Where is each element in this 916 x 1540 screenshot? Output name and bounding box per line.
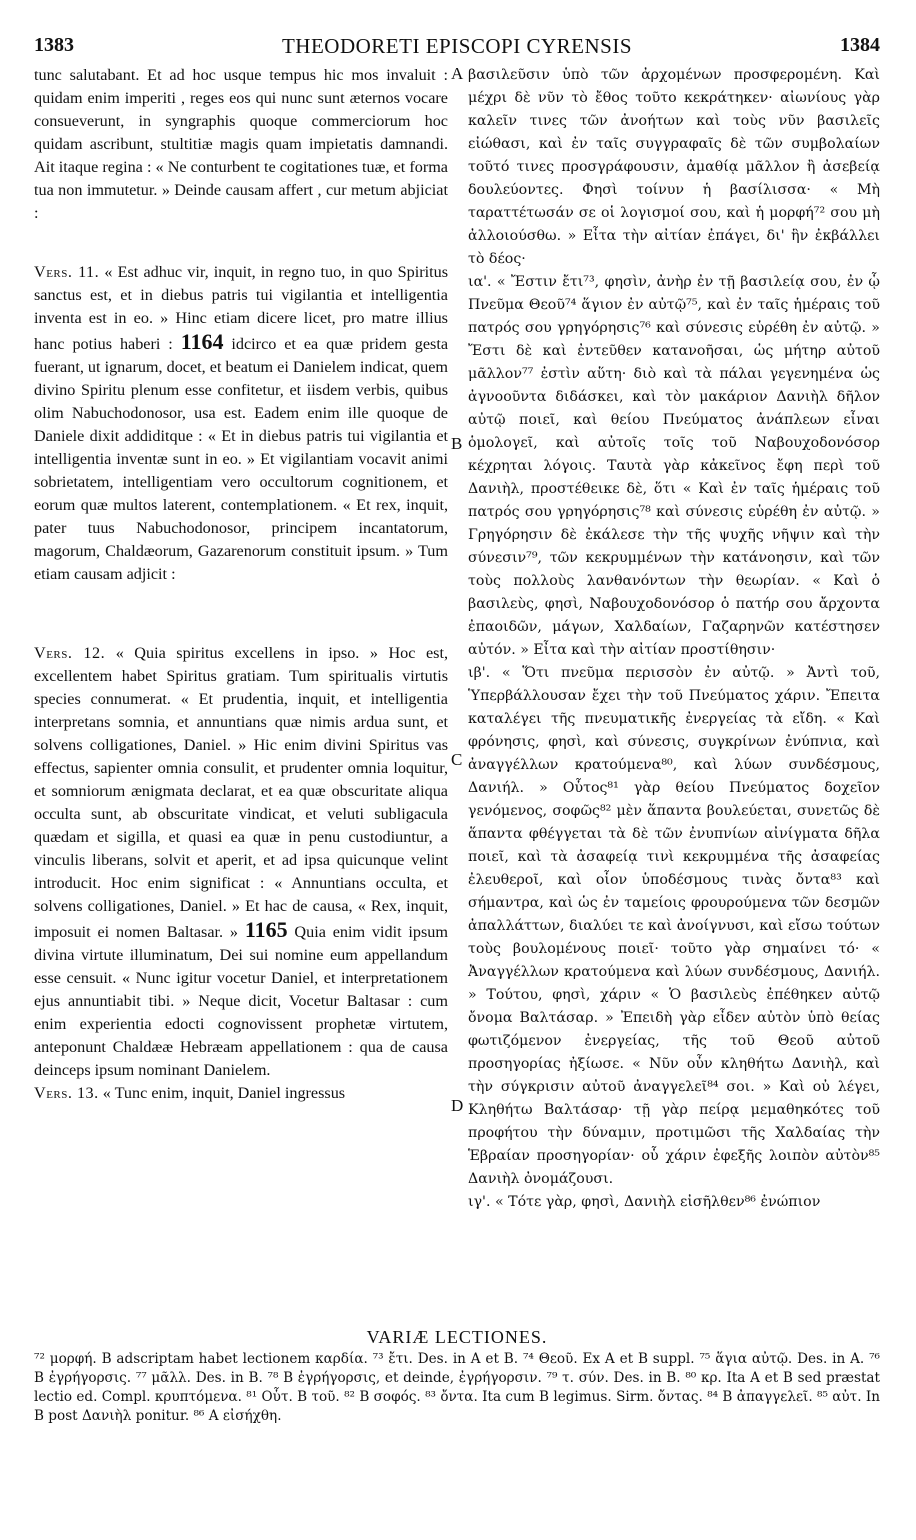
column-number: 1164 [180,329,224,354]
latin-text: « Tunc enim, inquit, Daniel ingressus [98,1084,346,1102]
latin-paragraph: tunc salutabant. Et ad hoc usque tempus hic mos invaluit : quidam enim imperiti , reges eos qui nunc sunt æternos vocare consueverunt, in syngraphis quoque commerciorum hoc quidam ascribunt, stultitiæ magis quam impietatis damnandi. Ait itaque regina : « Ne conturbent te cogitationes tuæ, et forma tua non immutetur. » Deinde causam affert , cur metum abjiciat : [34,66,448,222]
verse-label: Vers. 12. [34,644,106,662]
verse-label: Vers. 11. [34,263,100,281]
column-number: 1165 [244,917,288,942]
greek-paragraph-vers-11: ια'. « Ἔστιν ἔτι⁷³, φησὶν, ἀνὴρ ἐν τῇ βασιλείᾳ σου, ἐν ᾧ Πνεῦμα Θεοῦ⁷⁴ ἅγιον ἐν αὐτῷ⁷⁵, καὶ ἐν ταῖς ἡμέραις τοῦ πατρός σου γρηγόρησις⁷⁶ καὶ σύνεσις εὑρέθη ἐν αὐτῷ. » Ἔστι δὲ καὶ ἐντεῦθεν κατανοῆσαι, ὡς μήτηρ αὐτοῦ μᾶλλον⁷⁷ ἐστὶν αὕτη· διὸ καὶ τὰ πάλαι γεγενημένα ὡς ἀγνοοῦντα διδάσκει, καὶ τὸν μακάριον Δανιὴλ δῆλον αὐτῷ ποιεῖ, καὶ θείου Πνεύματος ἀνάπλεων εἶναι ὁμολογεῖ, καὶ αὐτοῖς τοῖς τοῦ Ναβουχοδονόσορ κέχρηται λόγοις. Ταυτὰ γὰρ κἀκεῖνος ἔφη περὶ τοῦ Δανιὴλ, προστέθεικε δὲ, ὅτι « Καὶ ἐν ταῖς ἡμέραις τοῦ πατρός σου γρηγόρησις⁷⁸ καὶ σύνεσις εὑρέθη ἐν αὐτῷ. » Γρηγόρησιν δὲ ἐκάλεσε τὴν τῆς ψυχῆς νῆψιν καὶ τὴν σύνεσιν⁷⁹, τῶν κεκρυμμένων τὴν κατάνοησιν, καὶ τῶν τοὺς πολλοὺς λανθανόντων τὴν θεωρίαν. « Καὶ ὁ βασιλεὺς, φησὶ, Ναβουχοδονόσορ ὁ πατήρ σου ἄρχοντα ἐπαοιδῶν, μάγων, Χαλδαίων, Γαζαρηνῶν κατέστησεν αὐτόν. » Εἶτα καὶ τὴν αἰτίαν προστίθησιν· [468,274,880,658]
greek-paragraph-vers-13: ιγ'. « Τότε γὰρ, φησὶ, Δανιὴλ εἰσῆλθεν⁸⁶ ἐνώπιον [468,1194,821,1210]
latin-text: idcirco et ea quæ pridem gesta fuerant, ut ignarum, docet, et beatum ei Danielem indicat, quem divino Spiritu plenum esse confitetur, et iisdem verbis, quibus olim Nabuchodonosor, usa est. Eadem enim ille quoque de Daniele dixit addiditque : « Et in diebus patris tui vigilantia et intelligentia inventæ sunt in eo. » Et vigilantiam vocavit animi sobrietatem, intelligentiam vero occultorum cognitionem, et eorum quæ multos laterent, contemplationem. « Et rex, inquit, pater tuus Nabuchodonosor, principem incantatorum, magorum, Chaldæorum, Gazarenorum constituit ipsum. » Tum etiam causam adjicit : [34,335,449,583]
latin-text: « Quia spiritus excellens in ipso. » Hoc est, excellentem habet Spiritus gratiam. Tum spiritualis virtutis species connumerat. « Et prudentia, inquit, et intelligentia interpretans somnia, et annuntians quæ nimis ardua sunt, et solvens colligationes, Daniel. » Hic enim divini Spiritus vas effectus, sapienter omnia consulit, et prudenter omnia loquitur, et somniorum ænigmata declarat, et ea quæ obscuritate aliqua occulta sunt, ab obscuritate vindicat, et veluti subligacula quædam et sigilla, et quasi ea quæ in penu custodiuntur, a vinculis liberans, solvit et aperit, et ad ipsa quicunque velint introducit. Hoc enim significat : « Annuntians occulta, et solvens colligationes, Daniel. » Et hac de causa, « Rex, inquit, imposuit ei nomen Baltasar. » [34,644,448,941]
page-number-right: 1384 [840,34,880,56]
section-marker-d: D [451,1096,464,1115]
latin-column [34,64,448,1105]
variae-lectiones [34,1327,880,1426]
section-marker-c: C [451,750,463,769]
latin-paragraph-vers-11 [34,261,448,586]
running-title: THEODORETI EPISCOPI CYRENSIS [281,34,633,58]
page-number-left: 1383 [34,34,74,56]
greek-column [468,64,880,1214]
latin-paragraph-vers-12 [34,642,448,1082]
greek-paragraph-vers-12: ιβ'. « Ὅτι πνεῦμα περισσὸν ἐν αὐτῷ. » Ἀντὶ τοῦ, Ὑπερβάλλουσαν ἔχει τὴν τοῦ Πνεύματος χάριν. Ἔπειτα καταλέγει τῆς πνευματικῆς ἐνεργείας τὰ εἴδη. « Καὶ φρόνησις, φησὶ, καὶ σύνεσις, συγκρίνων ἐνύπνια, καὶ ἀναγγέλλων κρατούμενα⁸⁰, καὶ λύων συνδέσμους, Δανιήλ. » Οὗτος⁸¹ γὰρ θείου Πνεύματος δοχεῖον γενόμενος, σοφῶς⁸² μὲν ἅπαντα βουλεύεται, συνετῶς δὲ ἅπαντα φθέγγεται τὰ δὲ τῶν ἐνυπνίων αἰνίγματα δῆλα ποιεῖ, καὶ τὰ ἀσαφείᾳ τινὶ κεκρυμμένα τῆς ἀσαφείας ἐλευθεροῖ, καὶ οἷον ὑποδέσμους τινὰς ὄντα⁸³ καὶ σήμαντρα, καὶ ὡς ἐν ταμείοις φρουρούμενα τῶν δεσμῶν ἀπαλλάττων, διαλύει τε καὶ ἀνοίγνυσι, καὶ εἴσω τούτων τοὺς βουλομένους ποιεῖ· τοῦτο γὰρ σημαίνει τό· « Ἀναγγέλλων κρατούμενα καὶ λύων συνδέσμους, Δανιήλ. » Τούτου, φησὶ, χάριν « Ὁ βασιλεὺς ἐπέθηκεν αὐτῷ ὄνομα Βαλτάσαρ. » Ἐπειδὴ γὰρ εἶδεν αὐτὸν ὑπὸ θείας φωτιζόμενον ἐνεργείας, τῆς τοῦ Θεοῦ αὐτοῦ προσηγορίας ἠξίωσε. « Νῦν οὖν κληθήτω Δανιὴλ, καὶ τὴν σύγκρισιν αὐτοῦ ἀναγγελεῖ⁸⁴ σοι. » Καὶ οὐ λέγει, Κληθήτω Βαλτάσαρ· τῇ γὰρ πείρᾳ μεμαθηκότες τοῦ προφήτου τὴν δύναμιν, προτιμῶσι τῆς Χαλδαίας τὴν Ἑβραίαν προσηγορίαν· οὗ χάριν ἐφεξῆς λοιπὸν αὐτὸν⁸⁵ Δανιὴλ ὀνομάζουσι. [468,665,880,1187]
variae-title: VARIÆ LECTIONES. [366,1327,548,1347]
section-marker-a: A [451,64,464,83]
verse-label: Vers. 13. [34,1084,99,1102]
latin-paragraph-vers-13 [34,1082,448,1105]
section-marker-b: B [451,434,463,453]
greek-paragraph: βασιλεῦσιν ὑπὸ τῶν ἀρχομένων προσφερομένη. Καὶ μέχρι δὲ νῦν τὸ ἔθος τοῦτο κεκράτηκεν· αἰωνίους γὰρ καλεῖν τινες τῶν ἀνοήτων καὶ τοὺς νῦν βασιλεῖς εἰώθασι, καὶ ἐν ταῖς συγγραφαῖς δὲ τῶν συμβολαίων τοῦτό τινες προσγράφουσιν, ἀμαθίᾳ μᾶλλον ἢ ἀσεβείᾳ δουλεύοντες. Φησὶ τοίνυν ἡ βασίλισσα· « Μὴ ταραττέτωσάν σε οἱ λογισμοί σου, καὶ ἡ μορφή⁷² σου μὴ ἀλλοιούσθω. » Εἶτα τὴν αἰτίαν ἐπάγει, δι' ἣν ἐκβάλλει τὸ δέος· [468,67,880,267]
latin-text: Quia enim vidit ipsum divina virtute illuminatum, Dei sui nomine eum appellandum esse censuit. « Nunc igitur vocetur Daniel, et interpretationem ejus annuntiabit tibi. » Neque dicit, Vocetur Baltasar : cum enim experientia edocti cognovissent prophetæ virtutem, anteponunt Chaldææ Hebræam appellationem : qua de causa deinceps ipsum nominant Danielem. [34,923,448,1079]
variae-body: ⁷² μορφή. B adscriptam habet lectionem καρδία. ⁷³ ἔτι. Des. in A et B. ⁷⁴ Θεοῦ. Ex A et B suppl. ⁷⁵ ἅγια αὐτῷ. Des. in A. ⁷⁶ B ἐγρήγορσις. ⁷⁷ μᾶλλ. Des. in B. ⁷⁸ B ἐγρήγορσις, et deinde, ἐγρήγορσιν. ⁷⁹ τ. σύν. Des. in B. ⁸⁰ κρ. Ita A et B sed præstat lectio ed. Compl. κρυπτόμενα. ⁸¹ Οὗτ. B τοῦ. ⁸² B σοφός. ⁸³ ὄντα. Ita cum B legimus. Sirm. ὄντας. ⁸⁴ B ἀπαγγελεῖ. ⁸⁵ αὐτ. In B post Δανιὴλ ponitur. ⁸⁶ A εἰσήχθη. [34,1351,880,1424]
latin-text: « Est adhuc vir, inquit, in regno tuo, in quo Spiritus sanctus est, et in diebus patris tui vigilantia et intelligentia inventa est in eo. » Hinc etiam dicere licet, pro matre illius hanc potius haberi : [34,263,448,353]
page-header [34,34,880,60]
